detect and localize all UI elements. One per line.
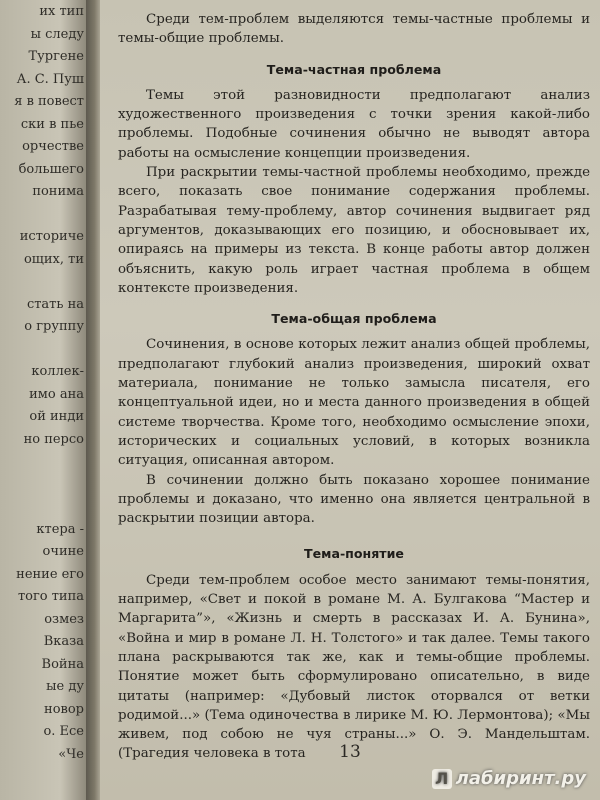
left-page-line: о группу (24, 319, 84, 334)
page-content (118, 10, 590, 764)
left-page-line: но персо (23, 431, 84, 447)
right-page (100, 0, 600, 800)
left-page-line: имо ана (29, 386, 84, 402)
left-page-line: Тургене (28, 49, 84, 64)
left-page-line: нение его (16, 566, 84, 582)
left-page-line: ой инди (29, 409, 84, 424)
left-page-line: коллек- (31, 364, 84, 379)
left-page-line: Война (41, 656, 84, 672)
section-heading-general-problem: Тема-общая проблема (271, 311, 437, 327)
left-page-line: ые ду (46, 679, 84, 694)
labirint-watermark (432, 768, 586, 789)
section-heading-private-problem: Тема-частная проблема (266, 61, 442, 77)
left-page-line: ощих, ти (23, 251, 84, 267)
labirint-logo-icon: Л (432, 769, 452, 789)
private-problem-paragraph-1: Темы этой разновидности предполагают анализ художественного произведения с точки зрения какой-либо проблемы. Подобные сочинения обычно не выводят автора работы на осмысление концепции произведения. (118, 87, 590, 161)
left-page-line: «Че (58, 746, 84, 762)
left-page-line: я в повест (14, 94, 84, 109)
concept-paragraph-1: Среди тем-проблем особое место занимают темы-понятия, например, «Свет и покой в романе М. А. Булгакова “Мастер и Маргарита”», «Жизнь и смерть в рассказах И. А. Бунина», «Война и мир в романе Л. Н. Толстого» и так далее. Темы такого плана раскрываются так же, как и темы-общие проблемы. Понятие может быть сформулировано описательно, в виде цитаты (например: «Дубовый листок оторвался от ветки родимой...» (Тема одиночества в лирике М. Ю. Лермонтова); «Мы живем, под собою не чуя страны...» О. Э. Мандельштам. (Трагедия человека в тота (118, 572, 590, 762)
left-page-line: очине (42, 544, 84, 559)
general-problem-paragraph-1: Сочинения, в основе которых лежит анализ общей проблемы, предполагают глубокий анализ произведения, широкий охват материала, понимание не только замысла писателя, его концептуальной идеи, но и места данного произведения в общей системе творчества. Кроме того, необходимо осмысление эпохи, исторических и социальных условий, в которых возникла ситуация, описанная автором. (118, 337, 590, 469)
left-page-line: ктера - (36, 521, 84, 537)
left-page-line: того типа (17, 589, 84, 604)
left-page-edge (0, 0, 86, 800)
watermark-text: лабиринт.ру (455, 768, 586, 789)
left-page-line: понима (32, 184, 84, 199)
left-page-line: их тип (39, 4, 84, 19)
intro-paragraph: Среди тем-проблем выделяются темы-частные проблемы и темы-общие проблемы. (118, 12, 590, 47)
left-page-line: ы следу (30, 26, 84, 42)
left-page-line: озмез (44, 611, 84, 627)
general-problem-paragraph-2: В сочинении должно быть показано хорошее понимание проблемы и доказано, что именно она является центральной в раскрытии позиции автора. (118, 472, 590, 527)
private-problem-paragraph-2: При раскрытии темы-частной проблемы необходимо, прежде всего, показать свое понимание содержания проблемы. Разрабатывая тему-проблему, автор сочинения выдвигает ряд аргументов, доказывающих его позицию, и обосновывает их, опираясь на примеры из текста. В конце работы автор должен объяснить, какую роль играет частная проблема в общем контексте произведения. (118, 165, 590, 296)
book-gutter (86, 0, 100, 800)
section-heading-concept: Тема-понятие (304, 546, 404, 562)
left-page-line: о. Есе (43, 724, 84, 739)
left-page-line: А. С. Пуш (16, 71, 84, 87)
left-page-line: стать на (26, 296, 84, 312)
left-page-line: большего (18, 161, 84, 177)
left-page-line: Вказа (43, 634, 84, 649)
left-page-line: историче (19, 229, 84, 244)
left-page-line: орчестве (22, 139, 84, 154)
left-page-line: новор (44, 701, 84, 717)
left-page-line: ски в пье (20, 116, 84, 132)
page-number: 13 (339, 742, 361, 762)
